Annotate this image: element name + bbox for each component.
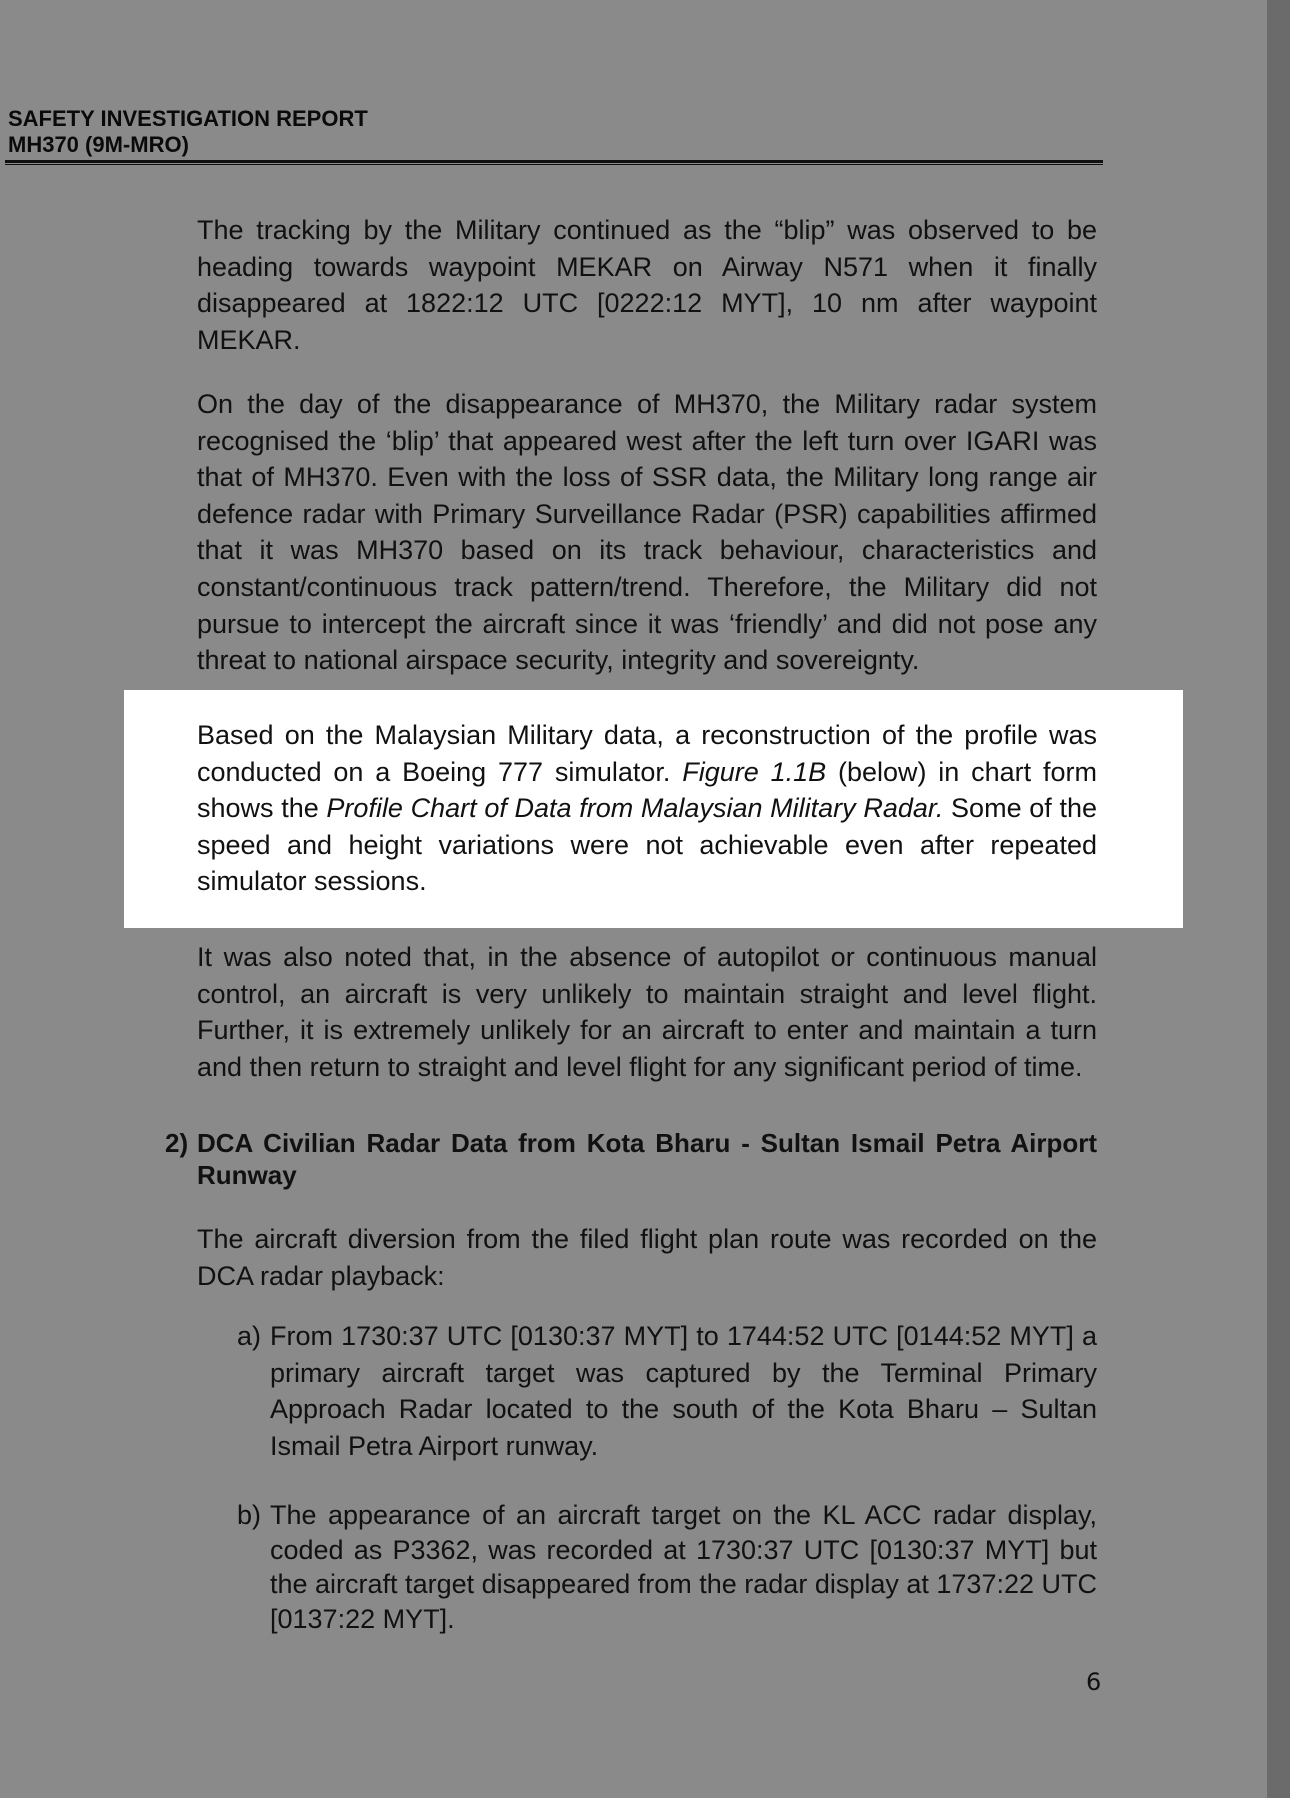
list-item-text: From 1730:37 UTC [0130:37 MYT] to 1744:52 UTC [0144:52 MYT] a primary aircraft target was captured by the Terminal Primary Approach Radar located to the south of the Kota Bharu – Sultan Ismail Petra Airport runway. — [270, 1321, 1097, 1461]
header-divider — [5, 160, 1103, 165]
report-title: SAFETY INVESTIGATION REPORT — [8, 106, 368, 131]
section-title: DCA Civilian Radar Data from Kota Bharu - Sultan Ismail Petra Airport Runway — [197, 1128, 1097, 1190]
list-marker: a) — [237, 1321, 262, 1351]
list-item — [237, 1318, 1097, 1464]
report-header — [8, 106, 1103, 158]
page-number: 6 — [1086, 1668, 1102, 1696]
paragraph-diversion: The aircraft diversion from the filed flight plan route was recorded on the DCA radar playback: — [197, 1224, 1097, 1291]
chart-title-reference: Profile Chart of Data from Malaysian Military Radar. — [326, 793, 944, 824]
p3-text-1: Based on the Malaysian Military data, a reconstruction of the profile was conducted on a Boeing 777 simulator. — [197, 720, 1097, 787]
report-subtitle: MH370 (9M-MRO) — [8, 132, 189, 157]
list-item-text: The appearance of an aircraft target on the KL ACC radar display, coded as P3362, was recorded at 1730:37 UTC [0130:37 MYT] but the aircraft target disappeared from the radar display at 1737:22 UTC [0137:22 MYT]. — [270, 1500, 1097, 1635]
p3-text-2: (below) in chart form shows the — [197, 756, 1097, 824]
page-edge-strip — [1267, 0, 1290, 1798]
list-marker: b) — [237, 1500, 262, 1530]
section-number: 2) — [165, 1128, 189, 1158]
paragraph-blip-identification: On the day of the disappearance of MH370, the Military radar system recognised the ‘blip’ that appeared west after the left turn over IGARI was that of MH370. Even with the loss of SSR data, the Military long range air defence radar with Primary Surveillance Radar (PSR) capabilities affirmed that it was MH370 based on its track behaviour, characteristics and constant/continuous track pattern/trend. Therefore, the Military did not pursue to intercept the aircraft since it was ‘friendly’ and did not pose any threat to national airspace security, integrity and sovereignty. — [197, 389, 1097, 676]
paragraph-autopilot-note: It was also noted that, in the absence of autopilot or continuous manual control, an aircraft is very unlikely to maintain straight and level flight. Further, it is extremely unlikely for an aircraft to enter and maintain a turn and then return to straight and level flight for any significant period of time. — [197, 942, 1097, 1082]
figure-reference: Figure 1.1B — [682, 756, 827, 787]
p3-text-3: Some of the speed and height variations were not achievable even after repeated simulator sessions. — [197, 793, 1097, 897]
paragraph-simulator-reconstruction — [197, 717, 1097, 900]
paragraph-military-tracking: The tracking by the Military continued as the “blip” was observed to be heading towards waypoint MEKAR on Airway N571 when it finally disappeared at 1822:12 UTC [0222:12 MYT], 10 nm after waypoint MEKAR. — [197, 215, 1097, 355]
list-item — [237, 1498, 1097, 1637]
section-heading — [165, 1127, 1097, 1191]
